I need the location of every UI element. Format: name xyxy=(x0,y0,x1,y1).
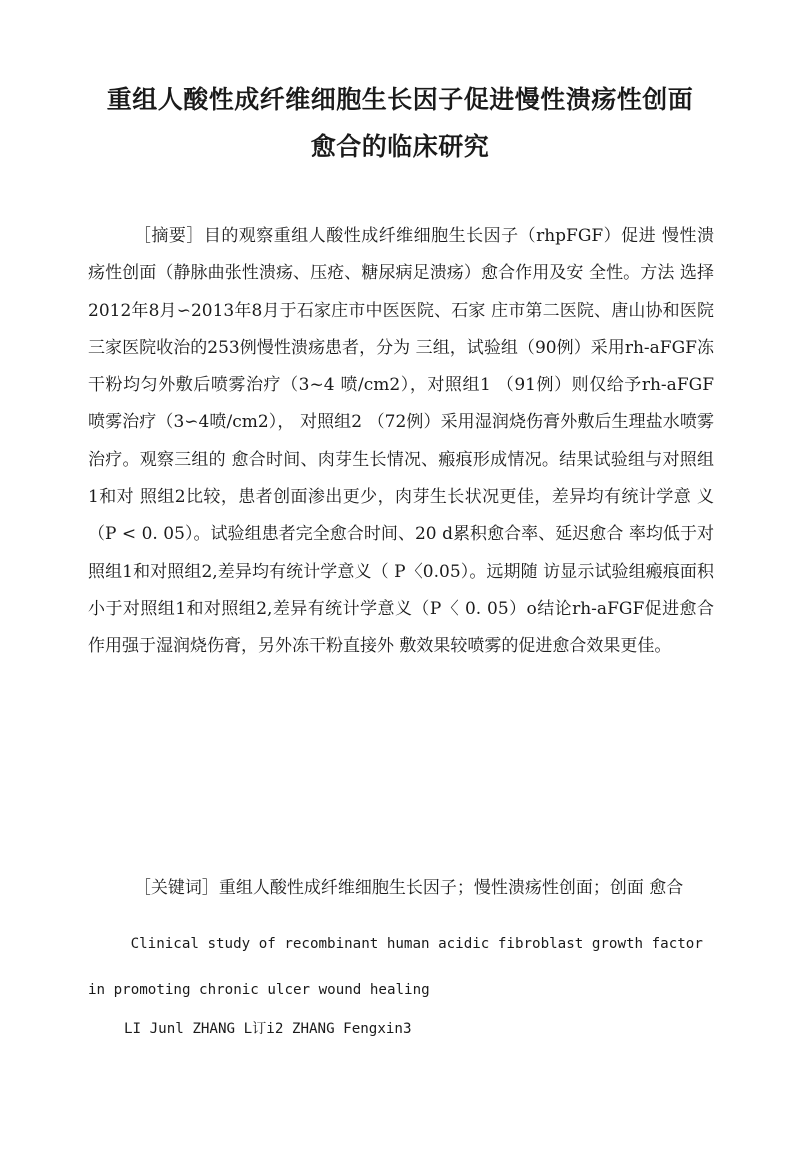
authors-line: LI Junl ZHANG L订i2 ZHANG Fengxin3 xyxy=(124,1021,412,1037)
abstract-paragraph: ［摘要］目的观察重组人酸性成纤维细胞生长因子（rhpFGF）促进 慢性溃疡性创面（静脉曲张性溃疡、压疮、糖尿病足溃疡）愈合作用及安 全性。方法 选择2012年8月∽2013年8月于石家庄市中医医院、石家 庄市第二医院、唐山协和医院三家医院收治的253例慢性溃疡患者，分为 三组，试验组（90例）采用rh-aFGF冻干粉均匀外敷后喷雾治疗（3~4 喷/cm2），对照组1 （91例）则仅给予rh-aFGF喷雾治疗（3∽4喷/cm2）， 对照组2 （72例）采用湿润烧伤膏外敷后生理盐水喷雾治疗。观察三组的 愈合时间、肉芽生长情况、瘢痕形成情况。结果试验组与对照组1和对 照组2比较，患者创面渗出更少，肉芽生长状况更佳，差异均有统计学意 义（P < 0. 05）。试验组患者完全愈合时间、20 d累积愈合率、延迟愈合 率均低于对照组1和对照组2,差异均有统计学意义（ P〈0.05）。远期随 访显示试验组瘢痕面积小于对照组1和对照组2,差异有统计学意义（P〈 0. 05）o结论rh-aFGF促进愈合作用强于湿润烧伤膏，另外冻干粉直接外 敷效果较喷雾的促进愈合效果更佳。 xyxy=(88,226,714,657)
paper-title-line-2: 愈合的临床研究 xyxy=(310,132,490,161)
paper-title-line-1: 重组人酸性成纤维细胞生长因子促进慢性溃疡性创面 xyxy=(106,85,694,114)
english-title: Clinical study of recombinant human acidic fibroblast growth factor in promoting chronic ulcer wound healing xyxy=(88,936,703,998)
keywords-line: ［关键词］重组人酸性成纤维细胞生长因子；慢性溃疡性创面；创面 愈合 xyxy=(133,878,684,898)
